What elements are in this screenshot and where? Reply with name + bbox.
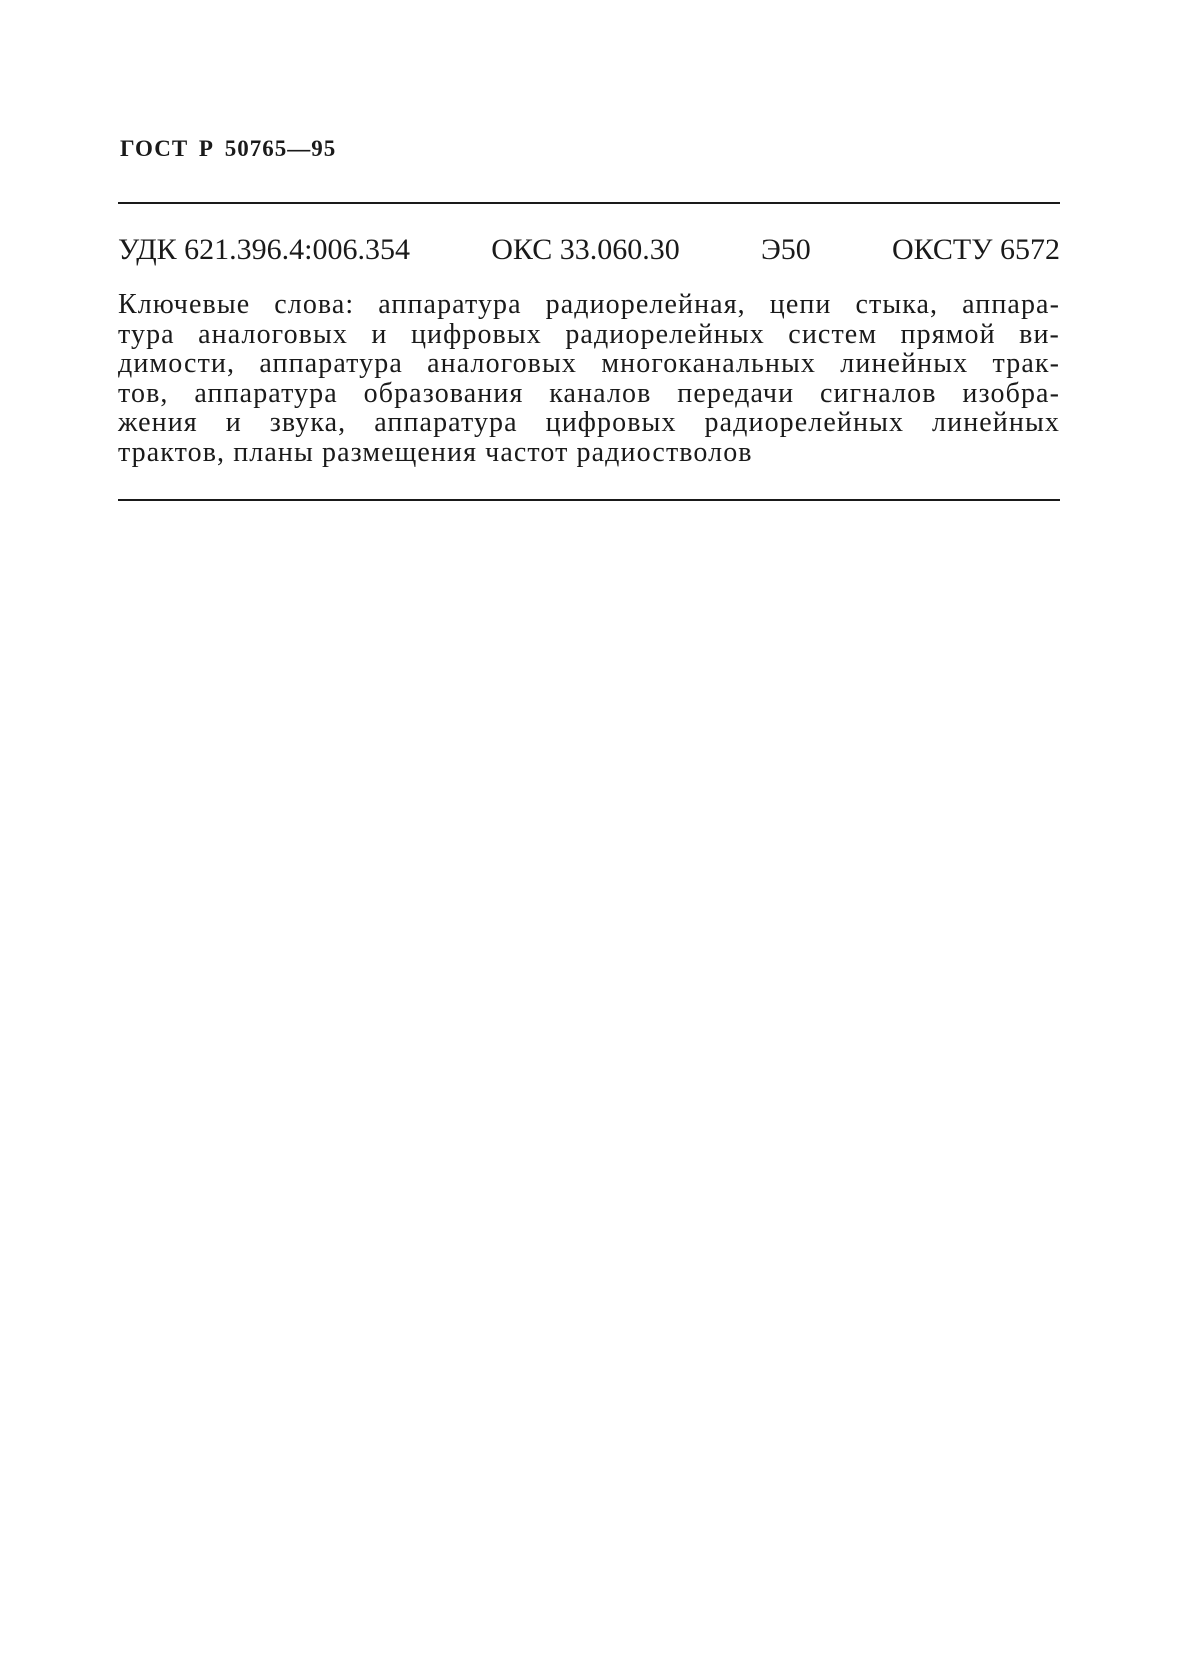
keywords-line: тов, аппаратура образования каналов передачи сигналов изобра- bbox=[118, 377, 1060, 409]
page-header-standard-id: ГОСТ Р 50765—95 bbox=[120, 136, 337, 161]
keywords-line: жения и звука, аппаратура цифровых радиорелейных линейных bbox=[118, 407, 1060, 438]
keywords-line: Ключевые слова: аппаратура радиорелейная, цепи стыка, аппара- bbox=[118, 289, 1060, 320]
udk-code: УДК 621.396.4:006.354 bbox=[118, 233, 411, 266]
oks-code: ОКС 33.060.30 bbox=[491, 233, 680, 266]
keywords-paragraph bbox=[118, 290, 1060, 467]
keywords-line: димости, аппаратура аналоговых многоканальных линейных трак- bbox=[118, 348, 1060, 379]
top-divider bbox=[118, 202, 1060, 204]
okstu-code: ОКСТУ 6572 bbox=[891, 233, 1060, 266]
keywords-line: тура аналоговых и цифровых радиорелейных систем прямой ви- bbox=[118, 318, 1060, 350]
classification-row bbox=[118, 232, 1060, 268]
keywords-line: трактов, планы размещения частот радиостволов bbox=[118, 436, 753, 468]
e-code: Э50 bbox=[760, 233, 811, 266]
bottom-divider bbox=[118, 499, 1060, 501]
